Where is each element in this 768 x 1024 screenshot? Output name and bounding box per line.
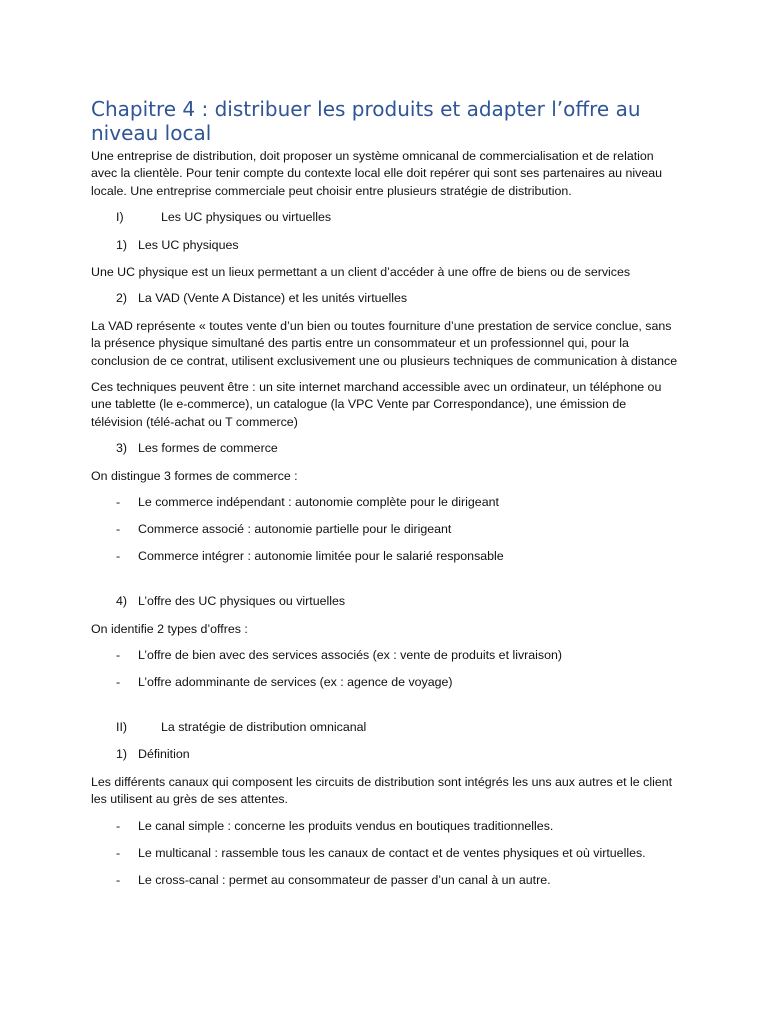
subsection-number: 2)	[116, 291, 128, 306]
dash-bullet: -	[116, 522, 121, 537]
list-item	[91, 872, 681, 889]
subsection-heading	[91, 237, 681, 254]
paragraph: La VAD représente « toutes vente d’un bien ou toutes fourniture d’une prestation de service conclue, sans la présence physique simultané des partis entre un consommateur et un professionnel qui, pour la conclusion de ce contrat, utilisent exclusivement une ou plusieurs techniques de communication à distance	[91, 318, 678, 368]
paragraph: Une UC physique est un lieux permettant a un client d’accéder à une offre de biens ou de services	[91, 265, 631, 280]
subsection-number: 1)	[116, 237, 128, 252]
list-item	[91, 548, 681, 565]
dash-bullet: -	[116, 674, 121, 689]
section-number: I)	[116, 210, 124, 225]
subsection-title: Définition	[138, 747, 190, 762]
subsection-heading	[91, 440, 681, 457]
intro-paragraph: Une entreprise de distribution, doit proposer un système omnicanal de commercialisation et de relation avec la clientèle. Pour tenir compte du contexte local elle doit repérer qui sont ses partenaires au niveau locale. Une entreprise commerciale peut choisir entre plusieurs stratégie de distribution.	[91, 149, 662, 198]
section-title: La stratégie de distribution omnicanal	[161, 719, 367, 734]
list-item-text: Le canal simple : concerne les produits vendus en boutiques traditionnelles.	[138, 818, 554, 833]
list-item-text: Commerce intégrer : autonomie limitée pour le salarié responsable	[138, 549, 504, 564]
section-title: Les UC physiques ou virtuelles	[161, 210, 332, 225]
document-body	[91, 97, 681, 899]
subsection-heading	[91, 593, 681, 610]
section-number: II)	[116, 719, 128, 734]
subsection-number: 4)	[116, 594, 128, 609]
list-item-text: Commerce associé : autonomie partielle pour le dirigeant	[138, 522, 452, 537]
list-item	[91, 494, 681, 511]
subsection-title: Les UC physiques	[138, 237, 239, 252]
list-item	[91, 674, 681, 691]
paragraph: On distingue 3 formes de commerce :	[91, 468, 298, 483]
paragraph: Ces techniques peuvent être : un site internet marchand accessible avec un ordinateur, un téléphone ou une tablette (le e-commerce), un catalogue (la VPC Vente par Correspondance), une émission de télévision (télé-achat ou T commerce)	[91, 380, 662, 429]
dash-bullet: -	[116, 845, 121, 860]
paragraph: On identifie 2 types d’offres :	[91, 621, 248, 636]
list-item	[91, 818, 681, 835]
list-item-text: Le cross-canal : permet au consommateur de passer d’un canal à un autre.	[138, 872, 551, 887]
dash-bullet: -	[116, 495, 121, 510]
list-item-text: Le commerce indépendant : autonomie complète pour le dirigeant	[138, 495, 499, 510]
paragraph: Les différents canaux qui composent les circuits de distribution sont intégrés les uns aux autres et le client les utilisent au grès de ses attentes.	[91, 774, 673, 807]
section-heading-1	[91, 209, 681, 226]
subsection-heading	[91, 746, 681, 763]
subsection-number: 1)	[116, 747, 128, 762]
list-item-text: L’offre adomminante de services (ex : agence de voyage)	[138, 674, 453, 689]
list-item	[91, 521, 681, 538]
spacer	[91, 575, 681, 593]
dash-bullet: -	[116, 818, 121, 833]
list-item	[91, 647, 681, 664]
spacer	[91, 701, 681, 719]
dash-bullet: -	[116, 549, 121, 564]
list-item	[91, 845, 681, 862]
section-heading-2	[91, 719, 681, 736]
subsection-number: 3)	[116, 441, 128, 456]
subsection-title: La VAD (Vente A Distance) et les unités virtuelles	[138, 291, 408, 306]
dash-bullet: -	[116, 872, 121, 887]
subsection-title: Les formes de commerce	[138, 441, 278, 456]
subsection-heading	[91, 290, 681, 307]
subsection-title: L’offre des UC physiques ou virtuelles	[138, 594, 346, 609]
chapter-title: Chapitre 4 : distribuer les produits et adapter l’offre au niveau local	[91, 97, 641, 145]
dash-bullet: -	[116, 647, 121, 662]
list-item-text: Le multicanal : rassemble tous les canaux de contact et de ventes physiques et où virtuelles.	[138, 845, 646, 860]
list-item-text: L’offre de bien avec des services associés (ex : vente de produits et livraison)	[138, 647, 563, 662]
